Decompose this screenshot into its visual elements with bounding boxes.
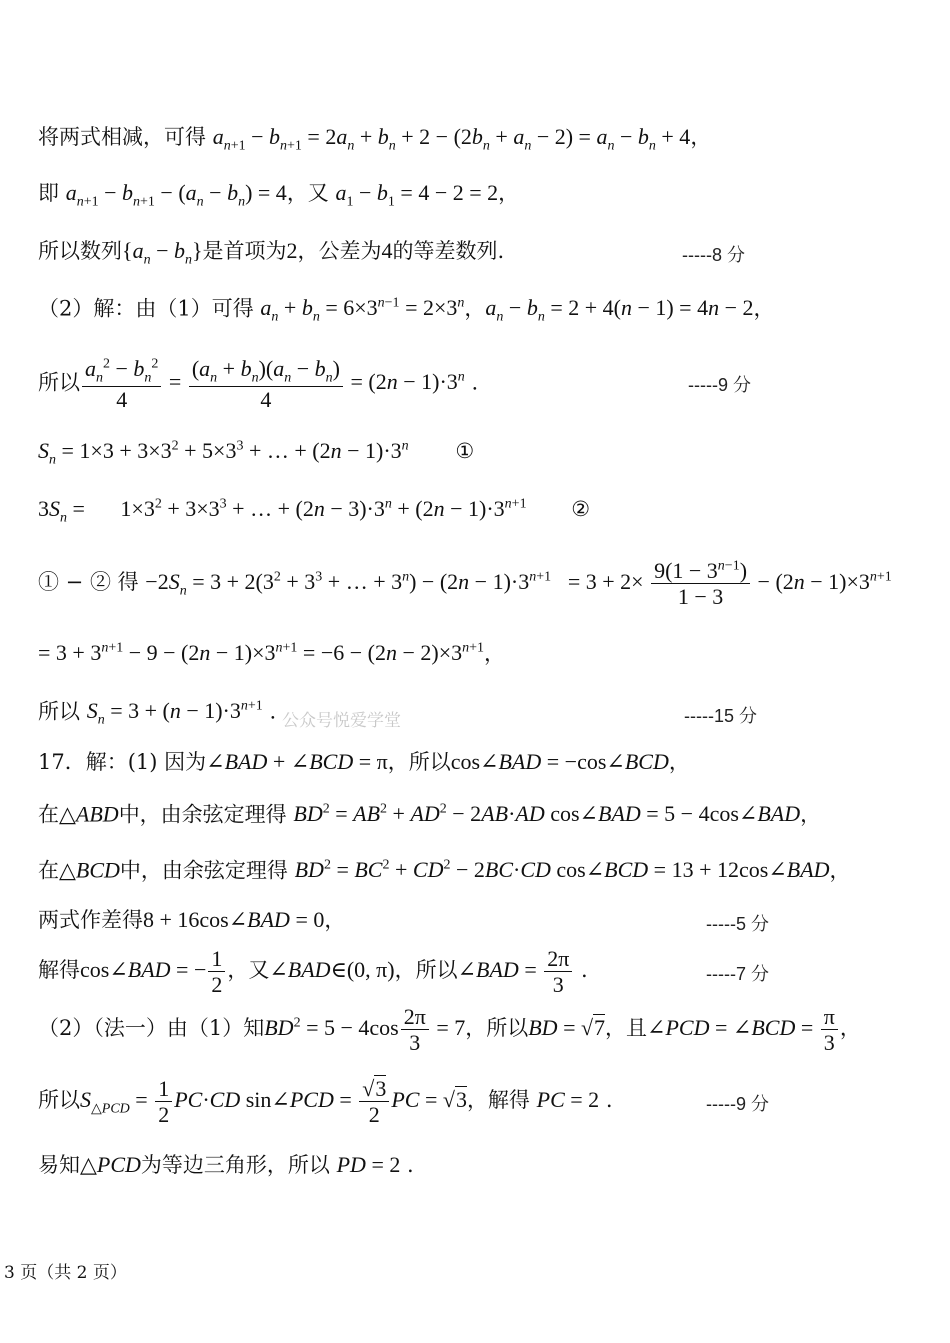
text-line-11: 17．解：(1) 因为∠BAD + ∠BCD = π，所以cos∠BAD = −cos∠BCD， [38, 749, 690, 774]
text-line-10: 所以 $S_n = 3 + (n - 1)\cdot 3^{n+1}$ . [38, 698, 277, 728]
page-footer: 3 页（共 2 页） [4, 1263, 127, 1283]
text-line-7: $3S_n = 1\times 3^2 + 3\times 3^3$ + … + $(2n - 3)\cdot 3^n + (2n - 1)\cdot 3^{n+1}$ ② [38, 496, 591, 526]
watermark: 公众号悦爱学堂 [282, 711, 401, 731]
score-mark-7: -----7 分 [706, 964, 769, 984]
text-line-5: 所以 $\frac{a_n^2 - b_n^2}{4}$ = $\frac{(a_n + b_n)(a_n - b_n)}{4}$ = $(2n - 1)\cdot 3^n$ . [38, 356, 479, 413]
text-line-15: 解得cos∠BAD = − $\frac{1}{2}$ ，又∠BAD∈(0, π)，所以∠BAD = $\frac{2\pi}{3}$ . [38, 946, 588, 998]
text-line-4: （2）解：由（1）可得 $a_n + b_n = 6\times 3^{n-1} = 2\times 3^n$，$a_n - b_n = 2 + 4(n - 1) = 4n - 2$， [38, 295, 775, 325]
text-line-13: 在△BCD中，由余弦定理得 $BD^2 = BC^2 + CD^2 - 2BC\cdot CD$ cos∠BCD = 13 + 12cos∠BAD， [38, 857, 851, 883]
text-line-17: 所以$S_{\triangle PCD}$ = $\frac{1}{2}$ PC·CD sin∠PCD = $\frac{√3}{2}$ PC = √3，解得 PC = 2 . [38, 1076, 613, 1128]
score-mark-9b: -----9 分 [706, 1094, 769, 1114]
text-line-1: 将两式相减，可得 $a_{n+1} - b_{n+1} = 2a_n + b_n + 2 - (2b_n + a_n - 2) = a_n - b_n + 4$， [38, 124, 712, 154]
text-line-12: 在△ABD中，由余弦定理得 $BD^2 = AB^2 + AD^2 - 2AB\cdot AD$ cos∠BAD = 5 − 4cos∠BAD， [38, 801, 822, 827]
text-line-16: （2）（法一）由（1）知$BD^2 = 5 - 4\cos$ $\frac{2\pi}{3}$ = 7，所以BD = √7，且∠PCD = ∠BCD = $\frac{\pi}{3}$ ， [38, 1004, 861, 1056]
score-mark-15: -----15 分 [684, 706, 757, 726]
text-line-9: = $3 + 3^{n+1} - 9 - (2n - 1)\times 3^{n+1} = -6 - (2n - 2)\times 3^{n+1}$， [38, 640, 506, 666]
text-line-14: 两式作差得8 + 16cos∠BAD = 0， [38, 907, 346, 932]
text-line-18: 易知△PCD为等边三角形，所以 PD = 2 . [38, 1152, 414, 1177]
text-line-8: ① − ② 得 $-2S_n = 3 + 2(3^2 + 3^3$ + … + $3^n) - (2n - 1)\cdot 3^{n+1} = 3 + 2\times$ $\frac{9(1 - 3^{n-1})}{1 - 3}$ − $(2n - 1)\times 3^{n+1}$ [38, 558, 892, 610]
score-mark-8: -----8 分 [682, 245, 745, 265]
score-mark-9a: -----9 分 [688, 375, 751, 395]
text-line-2: 即 $a_{n+1} - b_{n+1} - (a_n - b_n) = 4$，又 $a_1 - b_1 = 4 - 2 = 2$， [38, 180, 520, 210]
text-line-6: $S_n = 1\times 3 + 3\times 3^2 + 5\times 3^3$ + … + $(2n - 1)\cdot 3^n$ ① [38, 438, 475, 468]
score-mark-5: -----5 分 [706, 914, 769, 934]
text-line-3: 所以数列$\{a_n - b_n\}$是首项为2，公差为4的等差数列. [38, 238, 505, 268]
